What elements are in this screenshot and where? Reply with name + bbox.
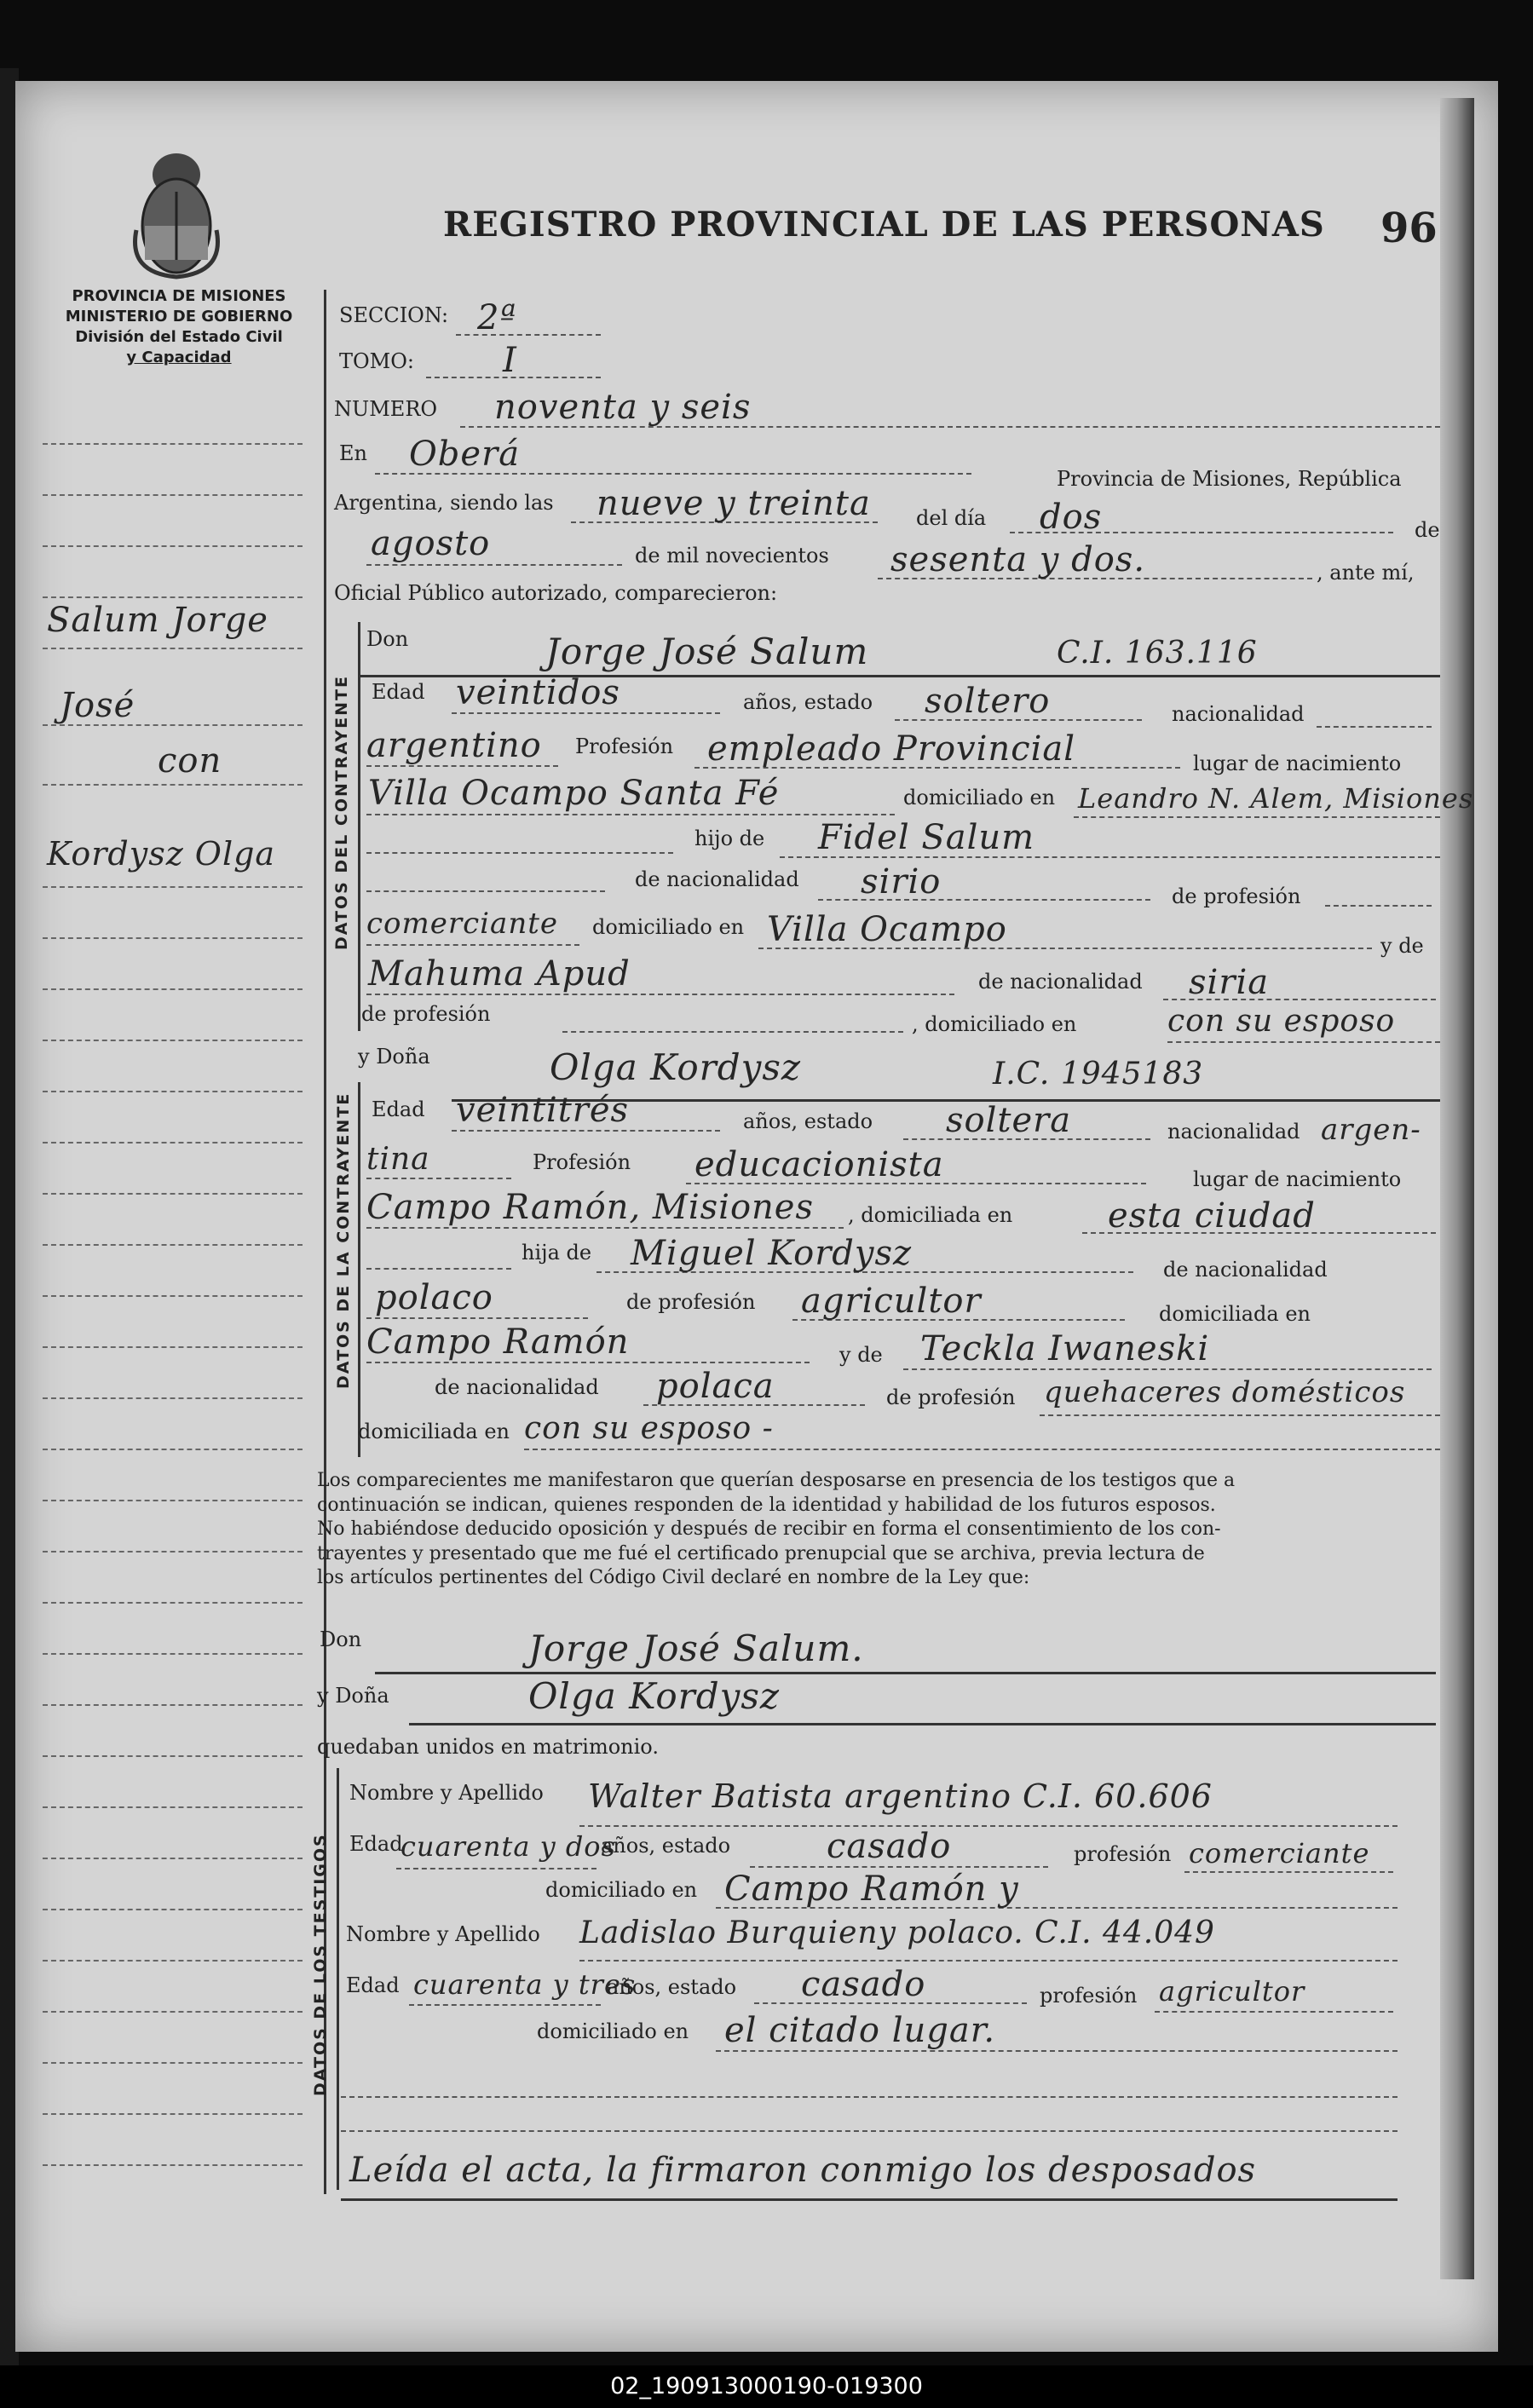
t2-domicilio: el citado lugar. (724, 2011, 996, 2050)
mil-label: de mil novecientos (635, 544, 829, 567)
padre-domicilio: Campo Ramón (366, 1322, 630, 1362)
field-rule (341, 2096, 1398, 2098)
declaration-line: No habiéndose deducido oposición y después de recibir en forma el consentimiento de los con- (317, 1518, 1221, 1540)
field-rule (1074, 816, 1440, 818)
contrayenta-nacionalidad-a: argen- (1321, 1113, 1421, 1147)
t1-estado-label: años, estado (601, 1834, 731, 1858)
image-caption: 02_190913000190-019300 (0, 2365, 1533, 2408)
madre-nac-label: de nacionalidad (435, 1375, 599, 1399)
madre-profesion: quehaceres domésticos (1044, 1375, 1406, 1409)
margin-rule (43, 1755, 303, 1757)
padre-dom-label: domiciliada en (1159, 1302, 1311, 1326)
field-rule (579, 1825, 1398, 1827)
contrayente-section-label: DATOS DEL CONTRAYENTE (332, 675, 351, 950)
agency-line: División del Estado Civil (75, 328, 283, 346)
edad-label: Edad (372, 1097, 425, 1121)
t1-estado: casado (827, 1827, 952, 1866)
field-rule (750, 1866, 1048, 1868)
margin-rule (43, 1193, 303, 1195)
contrayente-estado: soltero (925, 682, 1051, 721)
seccion-value: 2ª (477, 298, 517, 337)
contrayente-padre: Fidel Salum (818, 818, 1035, 857)
en-value: Oberá (409, 435, 521, 474)
tomo-label: TOMO: (339, 349, 415, 373)
provincia-text: Provincia de Misiones, República (1057, 467, 1402, 491)
field-rule (524, 1449, 1440, 1450)
page-number: 96 (1380, 205, 1438, 252)
margin-rule (43, 1653, 303, 1655)
t1-label: Nombre y Apellido (349, 1781, 544, 1805)
madre-dom-label: domiciliada en (358, 1420, 510, 1443)
contrayente-domicilio: Leandro N. Alem, Misiones (1078, 782, 1474, 815)
margin-rule (43, 1346, 303, 1348)
contrayente-name: Jorge José Salum (545, 631, 869, 672)
profesion-label: Profesión (533, 1150, 631, 1174)
nacionalidad-label: nacionalidad (1172, 702, 1305, 726)
declaration-line: Los comparecientes me manifestaron que querían desposarse en presencia de los testigos que a (317, 1470, 1236, 1491)
hora-value: nueve y treinta (596, 484, 871, 523)
margin-rule (43, 494, 303, 496)
margin-name: con (158, 741, 222, 781)
margin-rule (43, 1909, 303, 1910)
field-rule (341, 2130, 1398, 2132)
margin-rule (43, 988, 303, 990)
contrayenta-profesion: educacionista (694, 1145, 944, 1184)
hija-label: hija de (522, 1241, 592, 1264)
margin-name: Salum Jorge (47, 601, 268, 640)
t2-profesion: agricultor (1159, 1975, 1305, 2008)
oficial-text: Oficial Público autorizado, comparecieron: (334, 581, 778, 605)
contrayente-madre: Mahuma Apud (368, 954, 631, 994)
numero-value: noventa y seis (494, 388, 752, 427)
seccion-label: SECCION: (339, 303, 449, 327)
field-rule (366, 852, 673, 854)
margin-rule (43, 1295, 303, 1297)
name-rule (375, 1672, 1436, 1674)
contrayenta-ci: I.C. 1945183 (993, 1057, 1204, 1092)
margin-rule (43, 886, 303, 888)
contrayenta-padre: Miguel Kordysz (631, 1234, 913, 1273)
field-rule (1040, 1414, 1440, 1416)
margin-rule (43, 596, 303, 598)
margin-rule (43, 443, 303, 445)
profesion-label: Profesión (575, 734, 674, 758)
t1-domicilio: Campo Ramón y (724, 1869, 1019, 1909)
contrayente-profesion: empleado Provincial (707, 729, 1076, 769)
padre-profesion: agricultor (801, 1282, 982, 1321)
domiciliada-label: , domiciliada en (848, 1203, 1013, 1227)
padre-domiciliado-label: domiciliado en (592, 915, 745, 939)
section-divider (358, 1082, 360, 1457)
dia-value: dos (1040, 498, 1103, 537)
name-rule (409, 1723, 1436, 1725)
contrayenta-nacionalidad-b: tina (366, 1142, 430, 1177)
de-profesion-label: de profesión (1172, 884, 1301, 908)
field-rule (1167, 1041, 1440, 1043)
margin-rule (43, 1806, 303, 1808)
declaration-text (317, 1469, 1442, 1591)
dona-label: y Doña (358, 1045, 430, 1069)
t1-edad: cuarenta y dos (401, 1830, 616, 1863)
margin-rule (43, 1960, 303, 1962)
padre-nacionalidad: polaco (375, 1278, 493, 1317)
contrayenta-madre: Teckla Iwaneski (920, 1329, 1210, 1368)
field-rule (716, 2050, 1398, 2052)
field-rule (366, 1178, 511, 1179)
closing-text: quedaban unidos en matrimonio. (317, 1735, 659, 1759)
anios-estado-label: años, estado (743, 690, 873, 714)
declaration-dona: Olga Kordysz (528, 1675, 781, 1717)
madre-prof-label: de profesión (361, 1002, 491, 1026)
margin-rule (43, 1244, 303, 1246)
t1-dom-label: domiciliado en (545, 1878, 698, 1902)
contrayente-ci: C.I. 163.116 (1057, 636, 1258, 671)
madre-domicilio: con su esposo - (524, 1411, 774, 1446)
field-rule (1325, 905, 1432, 907)
argentina-text: Argentina, siendo las (334, 491, 554, 515)
margin-rule (43, 1449, 303, 1450)
margin-rule (43, 937, 303, 939)
testigos-section-label: DATOS DE LOS TESTIGOS (311, 1833, 330, 2096)
margin-rule (43, 1858, 303, 1859)
t2-edad: cuarenta y tres (413, 1968, 637, 2001)
lugar-label: lugar de nacimiento (1193, 1167, 1402, 1191)
de-nacionalidad-label: de nacionalidad (1163, 1258, 1328, 1282)
t1-profesion: comerciante (1189, 1837, 1370, 1869)
field-rule (366, 1362, 810, 1363)
del-dia-label: del día (916, 506, 987, 530)
contrayenta-section-label: DATOS DE LA CONTRAYENTE (334, 1092, 353, 1389)
padre-nacionalidad: sirio (861, 862, 942, 902)
field-rule (1317, 726, 1432, 728)
contrayenta-domicilio: esta ciudad (1108, 1196, 1316, 1236)
agency-line: MINISTERIO DE GOBIERNO (65, 308, 293, 325)
margin-rule (43, 1040, 303, 1041)
margin-rule (43, 784, 303, 786)
hijo-label: hijo de (694, 827, 765, 850)
contrayente-nacionalidad: argentino (366, 726, 542, 765)
t1-edad-label: Edad (349, 1832, 403, 1856)
padre-profesion: comerciante (366, 907, 558, 941)
don-label: Don (366, 627, 409, 651)
tomo-value: I (503, 341, 517, 380)
margin-rule (43, 648, 303, 649)
contrayenta-lugar: Campo Ramón, Misiones (366, 1188, 814, 1227)
page-edge (1440, 98, 1474, 2279)
field-rule (1184, 1871, 1393, 1873)
madre-nacionalidad: polaca (656, 1367, 775, 1406)
page-title: REGISTRO PROVINCIAL DE LAS PERSONAS (443, 205, 1325, 245)
t2-estado-label: años, estado (607, 1975, 737, 1999)
field-rule (562, 1031, 903, 1033)
field-rule (366, 814, 895, 815)
padre-domicilio: Villa Ocampo (767, 910, 1007, 949)
field-rule (409, 2004, 601, 2006)
field-rule (452, 1130, 720, 1132)
margin-rule (43, 1142, 303, 1144)
dona-label: y Doña (317, 1684, 389, 1708)
margin-rule (43, 1602, 303, 1604)
field-rule (366, 944, 579, 946)
anio-value: sesenta y dos. (890, 540, 1146, 579)
y-de-label: y de (839, 1343, 883, 1367)
section-divider (358, 622, 360, 1031)
agency-block (34, 286, 324, 368)
madre-domicilio: con su esposo (1167, 1004, 1396, 1039)
margin-rule (43, 724, 303, 726)
madre-prof-label: de profesión (886, 1385, 1016, 1409)
margin-rule (43, 1704, 303, 1706)
margin-rule (43, 1551, 303, 1553)
declaration-line: los artículos pertinentes del Código Civil declaré en nombre de la Ley que: (317, 1567, 1030, 1588)
contrayente-lugar: Villa Ocampo Santa Fé (368, 774, 780, 813)
mes-value: agosto (371, 524, 491, 563)
de-profesion-label: de profesión (626, 1290, 756, 1314)
madre-nacionalidad: siria (1189, 963, 1270, 1002)
field-rule (366, 1268, 511, 1270)
final-rule (341, 2198, 1398, 2201)
madre-nac-label: de nacionalidad (978, 970, 1143, 994)
margin-name: José (60, 686, 135, 725)
en-label: En (339, 441, 367, 465)
de-label: de (1415, 518, 1440, 542)
margin-rule (43, 2011, 303, 2013)
contrayenta-estado: soltera (946, 1101, 1072, 1140)
madre-dom-label: , domiciliado en (912, 1012, 1077, 1036)
de-nacionalidad-label: de nacionalidad (635, 867, 799, 891)
field-rule (366, 1317, 588, 1319)
anios-estado-label: años, estado (743, 1109, 873, 1133)
section-divider (337, 1768, 339, 2190)
t2-edad-label: Edad (346, 1973, 400, 1997)
field-rule (579, 1960, 1398, 1962)
declaration-don: Jorge José Salum. (528, 1627, 864, 1669)
margin-rule (43, 1091, 303, 1092)
field-rule (366, 1227, 844, 1229)
t2-nombre: Ladislao Burquieny polaco. C.I. 44.049 (579, 1915, 1215, 1950)
field-rule (366, 890, 605, 892)
t2-dom-label: domiciliado en (537, 2019, 689, 2043)
ante-label: , ante mí, (1317, 561, 1415, 585)
contrayente-edad: veintidos (456, 673, 620, 712)
field-rule (396, 1868, 596, 1869)
margin-rule (43, 2062, 303, 2064)
margin-rule (43, 2113, 303, 2115)
nacionalidad-label: nacionalidad (1167, 1120, 1300, 1144)
t1-prof-label: profesión (1074, 1842, 1172, 1866)
edad-label: Edad (372, 680, 425, 704)
margin-name: Kordysz Olga (47, 835, 276, 873)
field-rule (1155, 2011, 1393, 2013)
field-rule (452, 712, 720, 714)
margin-rule (43, 545, 303, 547)
agency-line: PROVINCIA DE MISIONES (72, 287, 286, 305)
margin-rule (43, 1500, 303, 1501)
field-rule (366, 994, 954, 995)
t2-prof-label: profesión (1040, 1984, 1138, 2008)
field-rule (366, 765, 558, 767)
field-rule (366, 564, 622, 566)
coat-of-arms-icon (128, 145, 226, 281)
lugar-label: lugar de nacimiento (1193, 752, 1402, 775)
numero-label: NUMERO (334, 397, 438, 421)
margin-rule (43, 1397, 303, 1399)
contrayenta-edad: veintitrés (456, 1091, 630, 1130)
final-note: Leída el acta, la firmaron conmigo los desposados (349, 2151, 1257, 2190)
t2-estado: casado (801, 1965, 926, 2004)
y-de-label: y de (1380, 934, 1424, 958)
don-label: Don (320, 1627, 362, 1651)
field-rule (903, 1368, 1432, 1370)
declaration-line: trayentes y presentado que me fué el certificado prenupcial que se archiva, previa lectura de (317, 1542, 1205, 1564)
t2-label: Nombre y Apellido (346, 1922, 540, 1946)
contrayenta-name: Olga Kordysz (550, 1046, 802, 1088)
agency-line: y Capacidad (126, 349, 232, 366)
declaration-line: continuación se indican, quienes responden de la identidad y habilidad de los futuros esposos. (317, 1494, 1216, 1516)
margin-rule (43, 2164, 303, 2166)
domiciliado-label: domiciliado en (903, 786, 1056, 809)
t1-nombre: Walter Batista argentino C.I. 60.606 (588, 1777, 1213, 1815)
